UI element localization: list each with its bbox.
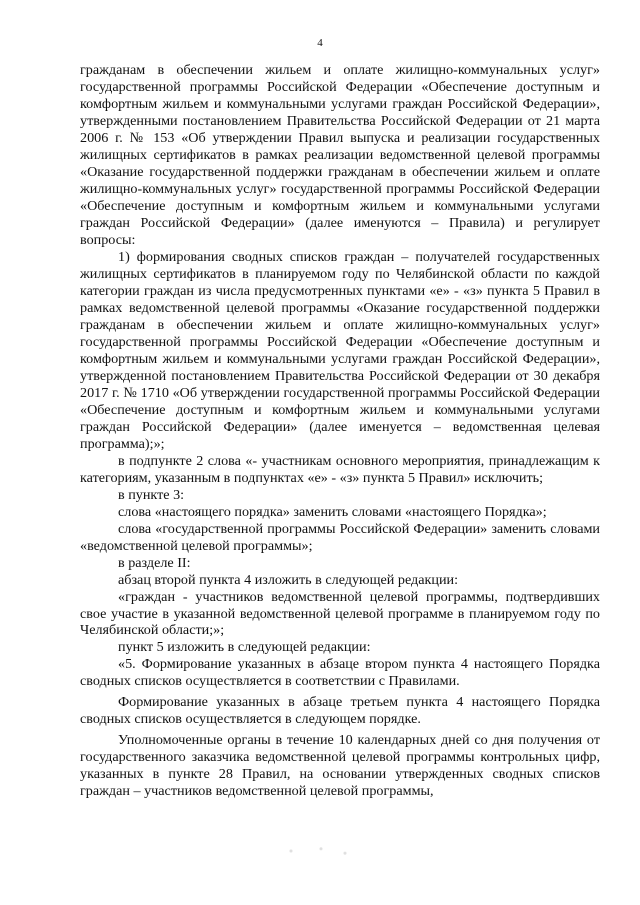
- paragraph-item-1: 1) формирования сводных списков граждан – получателей государственных жилищных сертификатов в планируемом году по Челябинской области по каждой категории граждан из числа предусмотренных пунктами «е» - «з» пункта 5 Правил в рамках ведомственной целевой программы «Оказание государственной поддержки гражданам в обеспечении жильем и оплате жилищно-коммунальных услуг» государственной программы Российской Федерации «Обеспечение доступным и комфортным жильем и коммунальными услугами граждан Российской Федерации», утвержденной постановлением Правительства Российской Федерации от 30 декабря 2017 г. № 1710 «Об утверждении государственной программы Российской Федерации «Обеспечение доступным и комфортным жильем и коммунальными услугами граждан Российской Федерации» (далее именуется – ведомственная целевая программа);»;: [80, 248, 600, 452]
- paragraph-intro-continuation: гражданам в обеспечении жильем и оплате жилищно-коммунальных услуг» государственной программы Российской Федерации «Обеспечение доступным и комфортным жильем и коммунальными услугами граждан Российской Федерации», утвержденными постановлением Правительства Российской Федерации от 21 марта 2006 г. № 153 «Об утверждении Правил выпуска и реализации государственных жилищных сертификатов в рамках реализации ведомственной целевой программы «Оказание государственной поддержки гражданам в обеспечении жильем и оплате жилищно-коммунальных услуг» государственной программы Российской Федерации «Обеспечение доступным и комфортным жильем и коммунальными услугами граждан Российской Федерации» (далее именуются – Правила) и регулирует вопросы:: [80, 62, 600, 248]
- paragraph-point-5-edit: пункт 5 изложить в следующей редакции:: [118, 639, 371, 656]
- paragraph-subitem-2: в подпункте 2 слова «- участникам основного мероприятия, принадлежащим к категориям, указанным в подпунктах «е» - «з» пункта 5 Правил» исключить;: [80, 452, 600, 486]
- paragraph-point-5-text: «5. Формирование указанных в абзаце втором пункта 4 настоящего Порядка сводных списков осуществляется в соответствии с Правилами.: [80, 656, 600, 690]
- paragraph-formation-order: Формирование указанных в абзаце третьем пункта 4 настоящего Порядка сводных списков осуществляется в следующем порядке.: [80, 694, 600, 728]
- paragraph-section-2-heading: в разделе II:: [118, 554, 191, 571]
- document-body: [80, 62, 600, 800]
- paragraph-replace-order: слова «настоящего порядка» заменить словами «настоящего Порядка»;: [118, 503, 547, 520]
- page-number: 4: [317, 37, 323, 49]
- paragraph-citizens-participants: «граждан - участников ведомственной целевой программы, подтвердивших свое участие в указанной ведомственной целевой программе в планируемом году по Челябинской области;»;: [80, 588, 600, 639]
- paragraph-point-4-edit: абзац второй пункта 4 изложить в следующей редакции:: [118, 571, 459, 588]
- paragraph-point-3-heading: в пункте 3:: [118, 486, 185, 503]
- paragraph-replace-program: слова «государственной программы Российской Федерации» заменить словами «ведомственной целевой программы»;: [80, 520, 600, 554]
- scan-bleed-through-marks: [255, 840, 375, 862]
- paragraph-authorized-bodies: Уполномоченные органы в течение 10 календарных дней со дня получения от государственного заказчика ведомственной целевой программы контрольных цифр, указанных в пункте 28 Правил, на основании утвержденных сводных списков граждан – участников ведомственной целевой программы,: [80, 732, 600, 800]
